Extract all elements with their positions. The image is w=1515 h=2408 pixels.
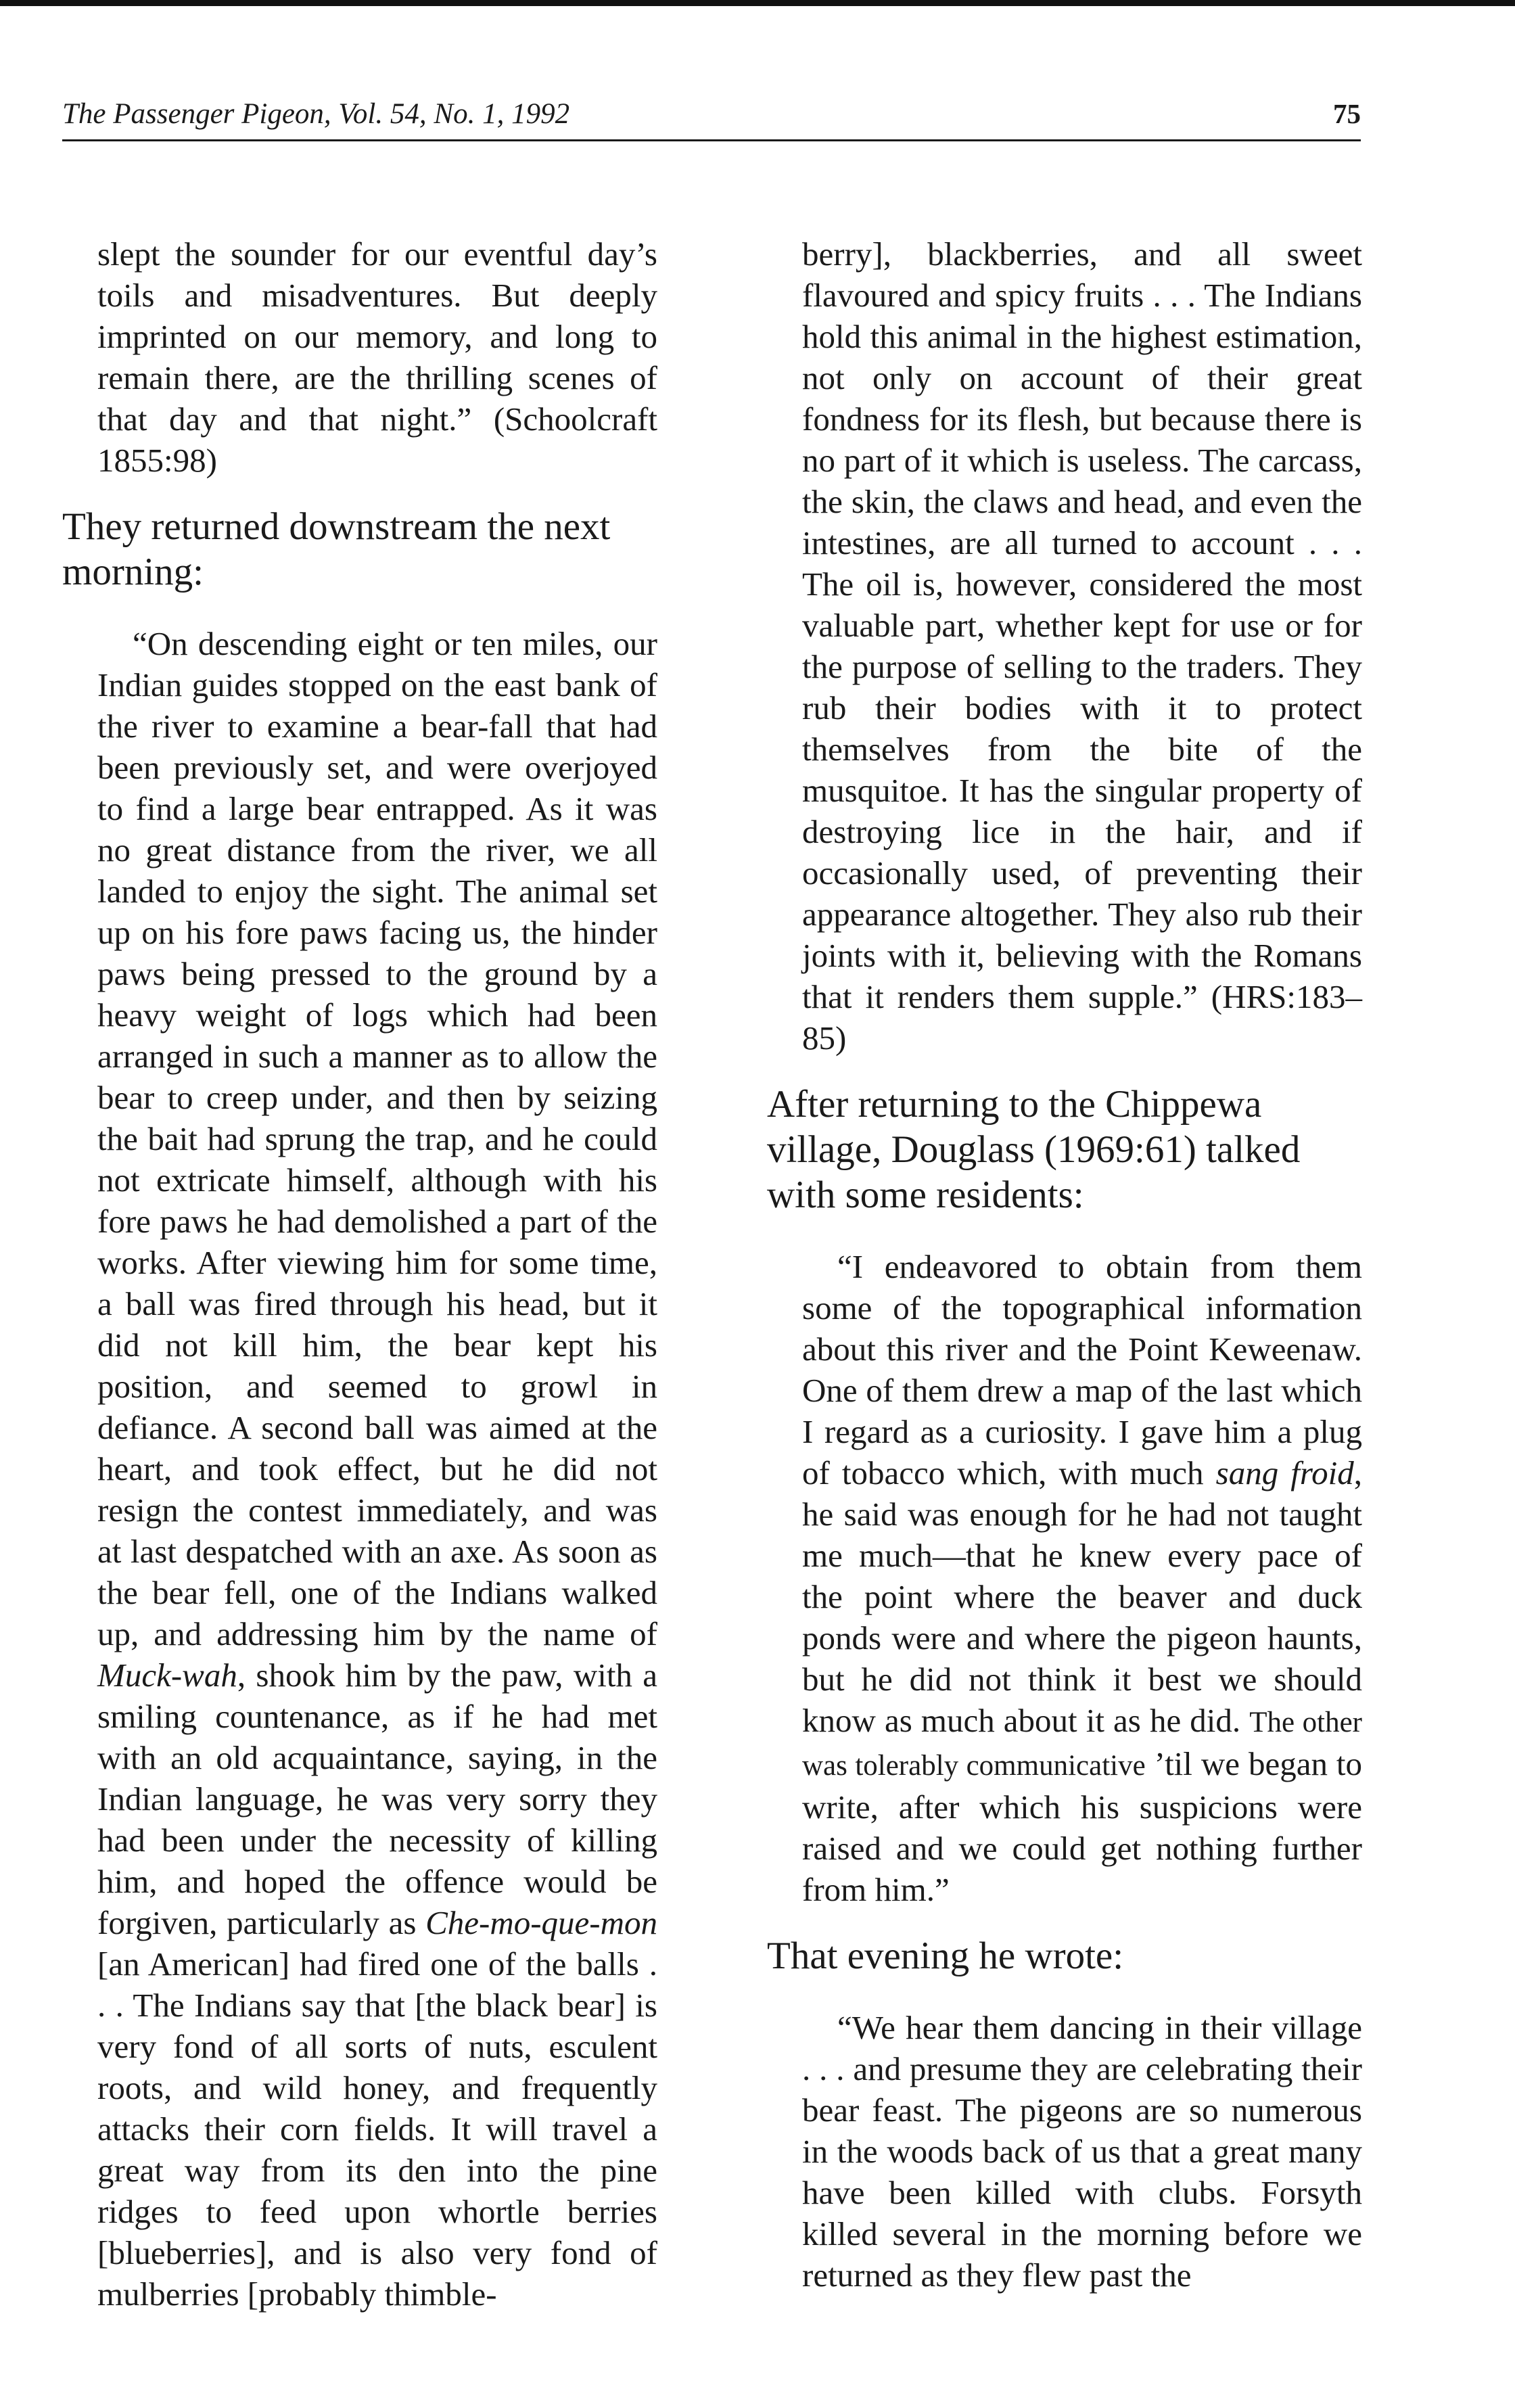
quote-italic-name: Che-mo-que-mon: [425, 1904, 658, 1941]
page-header: [62, 88, 1361, 142]
quote-text: “On descending eight or ten miles, our Indian guides stopped on the east bank of the river to examine a bear-fall that had been previously set, and were overjoyed to find a large bear entrapped. As it was no great distance from the river, we all landed to enjoy the sight. The animal set up on his fore paws facing us, the hinder paws being pressed to the ground by a heavy weight of logs which had been arranged in such a manner as to allow the bear to creep under, and then by seizing the bait had sprung the trap, and he could not extricate himself, although with his fore paws he had demolished a part of the works. After viewing him for some time, a ball was fired through his head, but it did not kill him, the bear kept his position, and seemed to growl in defiance. A second ball was aimed at the heart, and took effect, but he did not resign the contest immediately, and was at last despatched with an axe. As soon as the bear fell, one of the Indians walked up, and addressing him by the name of: [97, 625, 657, 1652]
douglass-quote: [767, 1246, 1362, 1910]
spacer: [767, 1978, 1362, 2007]
bear-quote: [62, 623, 657, 2315]
left-column: [62, 233, 657, 2315]
quote-text-small: The other was tolerably communicative: [802, 1707, 1362, 1782]
right-column: [767, 233, 1362, 2296]
spacer: [767, 1218, 1362, 1246]
quote-italic-name: Muck-wah: [97, 1657, 237, 1694]
narration-paragraph: After returning to the Chippewa village, Douglass (1969:61) talked with some residents:: [767, 1083, 1301, 1216]
spacer: [767, 1059, 1362, 1082]
spacer: [767, 1910, 1362, 1933]
spacer: [62, 595, 657, 623]
quote-text: “I endeavored to obtain from them some of the topographical information about this river and the Point Keweenaw. One of them drew a map of the last which I regard as a curiosity. I gave him a plug of tobacco which, with much: [802, 1248, 1362, 1491]
header-rule: [62, 139, 1361, 141]
narration-paragraph: That evening he wrote:: [767, 1935, 1124, 1977]
quote-text: , shook him by the paw, with a smiling countenance, as if he had met with an old acquaintance, saying, in the Indian language, he was very sorry they had been under the necessity of killing him, and hoped the offence would be forgiven, particularly as: [97, 1657, 657, 1941]
quote-text: [an American] had fired one of the balls . . . The Indians say that [the black bear] is very fond of all sorts of nuts, esculent roots, and wild honey, and frequently attacks their corn fields. It will travel a great way from its den into the pine ridges to feed upon whortle berries [blueberries], and is also very fond of mulberries [probably thimble-: [97, 1945, 657, 2313]
running-title: The Passenger Pigeon, Vol. 54, No. 1, 1992: [62, 98, 570, 130]
quote-continuation: slept the sounder for our eventful day’s toils and misadventures. But deeply imprinted on our memory, and long to remain there, are the thrilling scenes of that day and that night.” (Schoolcraft 1855:98): [97, 235, 657, 479]
spacer: [62, 481, 657, 504]
quote-text: , he said was enough for he had not taught me much—that he knew every pace of the point where the beaver and duck ponds were and where the pigeon haunts, but he did not think it best we should know as much about it as he did.: [802, 1454, 1363, 1739]
top-border: [0, 0, 1515, 6]
quote-italic-phrase: sang froid: [1215, 1454, 1354, 1491]
quote-text: ’til we began to write, after which his suspicions were raised and we could get nothing further from him.”: [802, 1745, 1363, 1908]
quote-continuation: berry], blackberries, and all sweet flavoured and spicy fruits . . . The Indians hold this animal in the highest estimation, not only on account of their great fondness for its flesh, but because there is no part of it which is useless. The carcass, the skin, the claws and head, and even the intestines, are all turned to account . . . The oil is, however, considered the most valuable part, whether kept for use or for the purpose of selling to the traders. They rub their bodies with it to protect themselves from the bite of the musquitoe. It has the singular property of destroying lice in the hair, and if occasionally used, of preventing their appearance altogether. They also rub their joints with it, believing with the Romans that it renders them supple.” (HRS:183–85): [802, 235, 1362, 1057]
evening-quote: “We hear them dancing in their village . . . and presume they are celebrating their bear feast. The pigeons are so numerous in the woods back of us that a great many have been killed with clubs. Forsyth killed several in the morning before we returned as they flew past the: [802, 2009, 1362, 2294]
narration-paragraph: They returned downstream the next morning:: [62, 505, 611, 593]
page-number: 75: [1333, 98, 1361, 129]
